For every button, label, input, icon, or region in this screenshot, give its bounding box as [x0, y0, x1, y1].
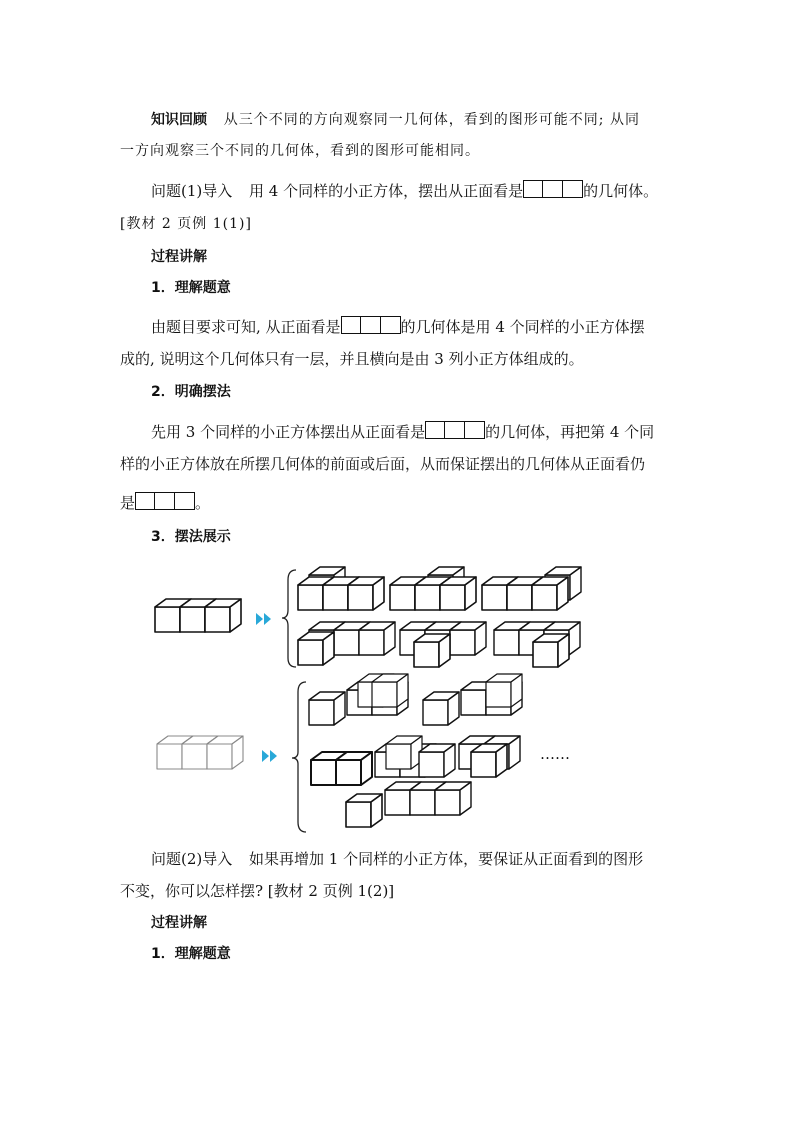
q2-line-1	[151, 849, 643, 869]
cube-shape	[336, 752, 372, 785]
process2-step1-line	[151, 943, 231, 964]
cube-shape	[450, 622, 486, 655]
cube-shape	[532, 577, 568, 610]
process2-heading-line	[151, 912, 207, 933]
cube-shape	[348, 577, 384, 610]
cube-shape	[486, 674, 522, 707]
q2-text-1: 如果再增加 1 个同样的小正方体，要保证从正面看到的图形	[249, 850, 644, 868]
cube-shape	[471, 744, 507, 777]
p2-text-c: 样的小正方体放在所摆几何体的前面或后面，从而保证摆出的几何体从正面看仍	[120, 455, 646, 473]
q2-label: 问题(2)导入	[151, 850, 233, 868]
review-text-2: 一方向观察三个不同的几何体，看到的图形可能相同。	[120, 143, 480, 159]
cube-shape	[372, 674, 408, 707]
ellipsis: ……	[540, 745, 570, 763]
cube-shape	[419, 744, 455, 777]
cube-shape	[440, 577, 476, 610]
q2-text-2: 不变，你可以怎样摆? [教材 2 页例 1(2)]	[120, 882, 395, 900]
q1-text-a: 用 4 个同样的小正方体，摆出从正面看是	[249, 182, 524, 200]
review-label: 知识回顾	[151, 112, 207, 128]
p1-text-a: 由题目要求可知, 从正面看是	[151, 318, 341, 336]
process1-heading: 过程讲解	[151, 249, 207, 265]
p1-text-c: 成的, 说明这个几何体只有一层，并且横向是由 3 列小正方体组成的。	[120, 350, 584, 368]
cube-shape	[423, 692, 459, 725]
arrow-icon	[256, 613, 271, 625]
brace-bottom	[292, 682, 306, 832]
arrow-icon	[262, 750, 277, 762]
process1-step1: 1．理解题意	[151, 280, 231, 296]
p2-text-d: 是	[120, 494, 136, 512]
process2-heading: 过程讲解	[151, 915, 207, 931]
cube-shape	[207, 736, 243, 769]
p2-text-b: 的几何体，再把第 4 个同	[485, 423, 655, 441]
cube-shape	[359, 622, 395, 655]
process1-step2: 2．明确摆法	[151, 384, 231, 400]
cube-shape	[386, 736, 422, 769]
cube-shape	[309, 692, 345, 725]
cube-shape	[414, 634, 450, 667]
p2-text-a: 先用 3 个同样的小正方体摆出从正面看是	[151, 423, 426, 441]
brace-top	[282, 570, 296, 667]
p1-text-b: 的几何体是用 4 个同样的小正方体摆	[400, 318, 645, 336]
cube-shape	[205, 599, 241, 632]
process1-step3: 3．摆法展示	[151, 529, 231, 545]
cube-shape	[298, 632, 334, 665]
cube-shape	[346, 794, 382, 827]
q1-text-b: 的几何体。	[583, 182, 659, 200]
process2-step1: 1．理解题意	[151, 946, 231, 962]
cube-shape	[533, 634, 569, 667]
q2-line-2	[120, 881, 394, 901]
q1-label: 问题(1)导入	[151, 182, 233, 200]
q1-ref: [教材 2 页例 1(1)]	[120, 216, 252, 232]
review-text-1: 从三个不同的方向观察同一几何体，看到的图形可能不同; 从同	[223, 112, 640, 128]
p2-text-e: 。	[195, 494, 211, 512]
cube-shape	[435, 782, 471, 815]
